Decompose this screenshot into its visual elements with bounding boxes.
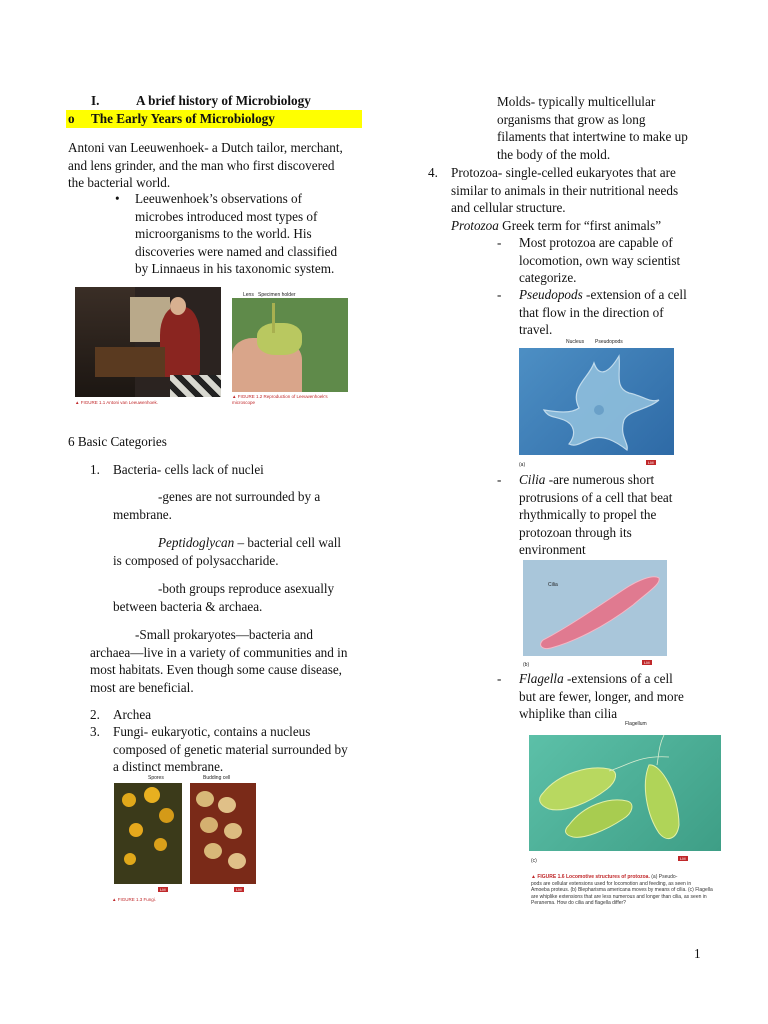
bullet-line: discoveries were named and classified <box>135 243 338 259</box>
dash-item-flagella <box>519 670 684 723</box>
para-line: Molds- typically multicellular <box>497 94 656 109</box>
microscope-photo <box>232 298 348 392</box>
caption-line: pods are cellular extensions used for locomotion and feeding, as seen in <box>531 880 692 887</box>
bullet-dot: • <box>115 191 120 206</box>
cat3-paragraph <box>113 723 348 776</box>
dash-item-pseudopods <box>519 286 687 339</box>
figure-1-1-caption: ▲ FIGURE 1.1 Antoni van Leeuwenhoek. <box>75 400 159 405</box>
label-lens: Lens <box>243 292 254 298</box>
cat1-text: Bacteria- cells lack of nuclei <box>113 462 264 477</box>
cat1-paragraph-genes <box>113 488 320 523</box>
cat1-paragraph-prokaryotes <box>90 626 347 696</box>
para-line: composed of genetic material surrounded by <box>113 741 348 757</box>
peranema-photo <box>529 735 721 851</box>
caption-line: Amoeba proteus. (b) Blepharisma americana moves by means of cilia. (c) Flagella <box>531 887 713 893</box>
amoeba-photo <box>519 348 674 455</box>
bullet-line: Leeuwenhoek’s observations of <box>135 191 302 206</box>
sub-bullet: o <box>68 111 75 126</box>
para-text: -extension of a cell <box>582 287 687 302</box>
panel-a: (a) <box>519 462 526 468</box>
pseudopods-term: Pseudopods <box>519 287 583 302</box>
dash-item-locomotion <box>519 234 680 287</box>
dash: - <box>497 287 502 302</box>
heading-number: I. <box>91 93 100 108</box>
lm-badge: LM <box>644 660 650 665</box>
para-text: – bacterial cell wall <box>234 535 342 550</box>
intro-line: Antoni van Leeuwenhoek- a Dutch tailor, merchant, <box>68 140 343 155</box>
lm-badge: LM <box>236 887 242 892</box>
cat4-paragraph <box>451 164 678 234</box>
yeast-photo <box>190 783 256 884</box>
cat3-number: 3. <box>90 724 100 739</box>
cat1-number: 1. <box>90 462 100 477</box>
bullet-line: microorganisms to the world. His <box>135 226 312 242</box>
para-line: locomotion, own way scientist <box>519 252 681 268</box>
label-flagellum: Flagellum <box>625 721 647 727</box>
sub-heading: The Early Years of Microbiology <box>91 111 275 126</box>
para-line: -Small prokaryotes—bacteria and <box>135 627 313 642</box>
label-spores: Spores <box>148 775 164 781</box>
caption-line: (a) Pseudo- <box>651 874 678 880</box>
para-line: rhythmically to propel the <box>519 507 657 523</box>
para-line: protozoan through its <box>519 524 632 540</box>
para-line: -both groups reproduce asexually <box>158 581 335 596</box>
lm-badge: LM <box>648 460 654 465</box>
para-text: Greek term for “first animals” <box>498 217 662 233</box>
intro-line: and lens grinder, and the man who first discovered <box>68 157 335 173</box>
para-text: -extensions of a cell <box>563 671 673 686</box>
para-line: and cellular structure. <box>451 200 566 216</box>
para-line: similar to animals in their nutritional needs <box>451 182 679 198</box>
para-line: the body of the mold. <box>497 146 611 162</box>
intro-line: the bacterial world. <box>68 175 171 191</box>
cat2-number: 2. <box>90 707 100 722</box>
figure-1-2-caption: ▲ FIGURE 1.2 Reproduction of Leeuwenhoek's microscope <box>232 394 328 405</box>
dash: - <box>497 472 502 487</box>
figure-1-3-caption: ▲ FIGURE 1.3 Fungi. <box>112 897 156 902</box>
figure-1-6-caption <box>531 874 731 907</box>
para-line: categorize. <box>519 270 577 286</box>
cilia-term: Cilia <box>519 472 546 487</box>
cat4-number: 4. <box>428 165 438 180</box>
para-line: whiplike than cilia <box>519 706 618 722</box>
protozoa-term: Protozoa <box>451 217 499 233</box>
heading-title: A brief history of Microbiology <box>136 93 311 108</box>
label-budding: Budding cell <box>203 775 231 781</box>
amoeba-shape <box>519 348 674 455</box>
label-pseudopods: Pseudopods <box>595 339 623 345</box>
caption-line: Peranema. How do cilia and flagella differ? <box>531 900 626 906</box>
para-line: Most protozoa are capable of <box>519 235 673 250</box>
para-line: Fungi- eukaryotic, contains a nucleus <box>113 724 311 739</box>
para-line: between bacteria & archaea. <box>113 598 263 614</box>
para-line: but are fewer, longer, and more <box>519 688 684 704</box>
cat1-paragraph-reproduce <box>113 580 334 615</box>
para-line: archaea—live in a variety of communities and in <box>90 644 348 660</box>
para-text: -are numerous short <box>545 472 655 487</box>
para-line: most are beneficial. <box>90 679 194 695</box>
para-line: protrusions of a cell that beat <box>519 489 673 505</box>
label-nucleus: Nucleus <box>566 339 585 345</box>
para-line: filaments that intertwine to make up <box>497 129 688 145</box>
dash: - <box>497 235 502 250</box>
panel-b: (b) <box>523 662 530 668</box>
para-line: most habitats. Even though some cause disease, <box>90 662 342 678</box>
para-line: -genes are not surrounded by a <box>158 489 321 504</box>
molds-paragraph <box>497 93 688 163</box>
caption-line: are whiplike extensions that are less numerous and longer than cilia, as seen in <box>531 893 707 900</box>
label-specimen: Specimen holder <box>258 292 296 298</box>
para-line: travel. <box>519 322 553 338</box>
bullet-line: by Linnaeus in his taxonomic system. <box>135 261 335 277</box>
lm-badge: LM <box>680 856 686 861</box>
mold-photo <box>114 783 182 884</box>
bullet-line: microbes introduced most types of <box>135 208 318 224</box>
categories-title: 6 Basic Categories <box>68 434 167 449</box>
dash-item-cilia <box>519 471 672 559</box>
blepharisma-shape <box>523 560 667 656</box>
bullet-paragraph <box>115 190 338 278</box>
para-line: environment <box>519 542 586 558</box>
intro-paragraph <box>68 139 343 192</box>
leeuwenhoek-painting <box>75 287 221 397</box>
dash: - <box>497 671 502 686</box>
para-line: Protozoa- single-celled eukaryotes that are <box>451 165 676 180</box>
para-line: is composed of polysaccharide. <box>113 552 279 568</box>
peranema-shape <box>529 735 721 851</box>
page-number: 1 <box>694 946 701 961</box>
para-line: membrane. <box>113 506 172 522</box>
blepharisma-photo <box>523 560 667 656</box>
para-line: a distinct membrane. <box>113 759 224 775</box>
cat1-paragraph-peptidoglycan <box>113 534 341 569</box>
lm-badge: LM <box>160 887 166 892</box>
para-line: organisms that grow as long <box>497 111 646 127</box>
peptidoglycan-term: Peptidoglycan <box>158 535 235 550</box>
cat2-text: Archea <box>113 707 152 722</box>
label-cilia: Cilia <box>548 582 558 588</box>
caption-title: ▲ FIGURE 1.6 Locomotive structures of protozoa. <box>531 874 650 880</box>
flagella-term: Flagella <box>519 671 564 686</box>
para-line: that flow in the direction of <box>519 304 664 320</box>
panel-c: (c) <box>531 858 537 864</box>
